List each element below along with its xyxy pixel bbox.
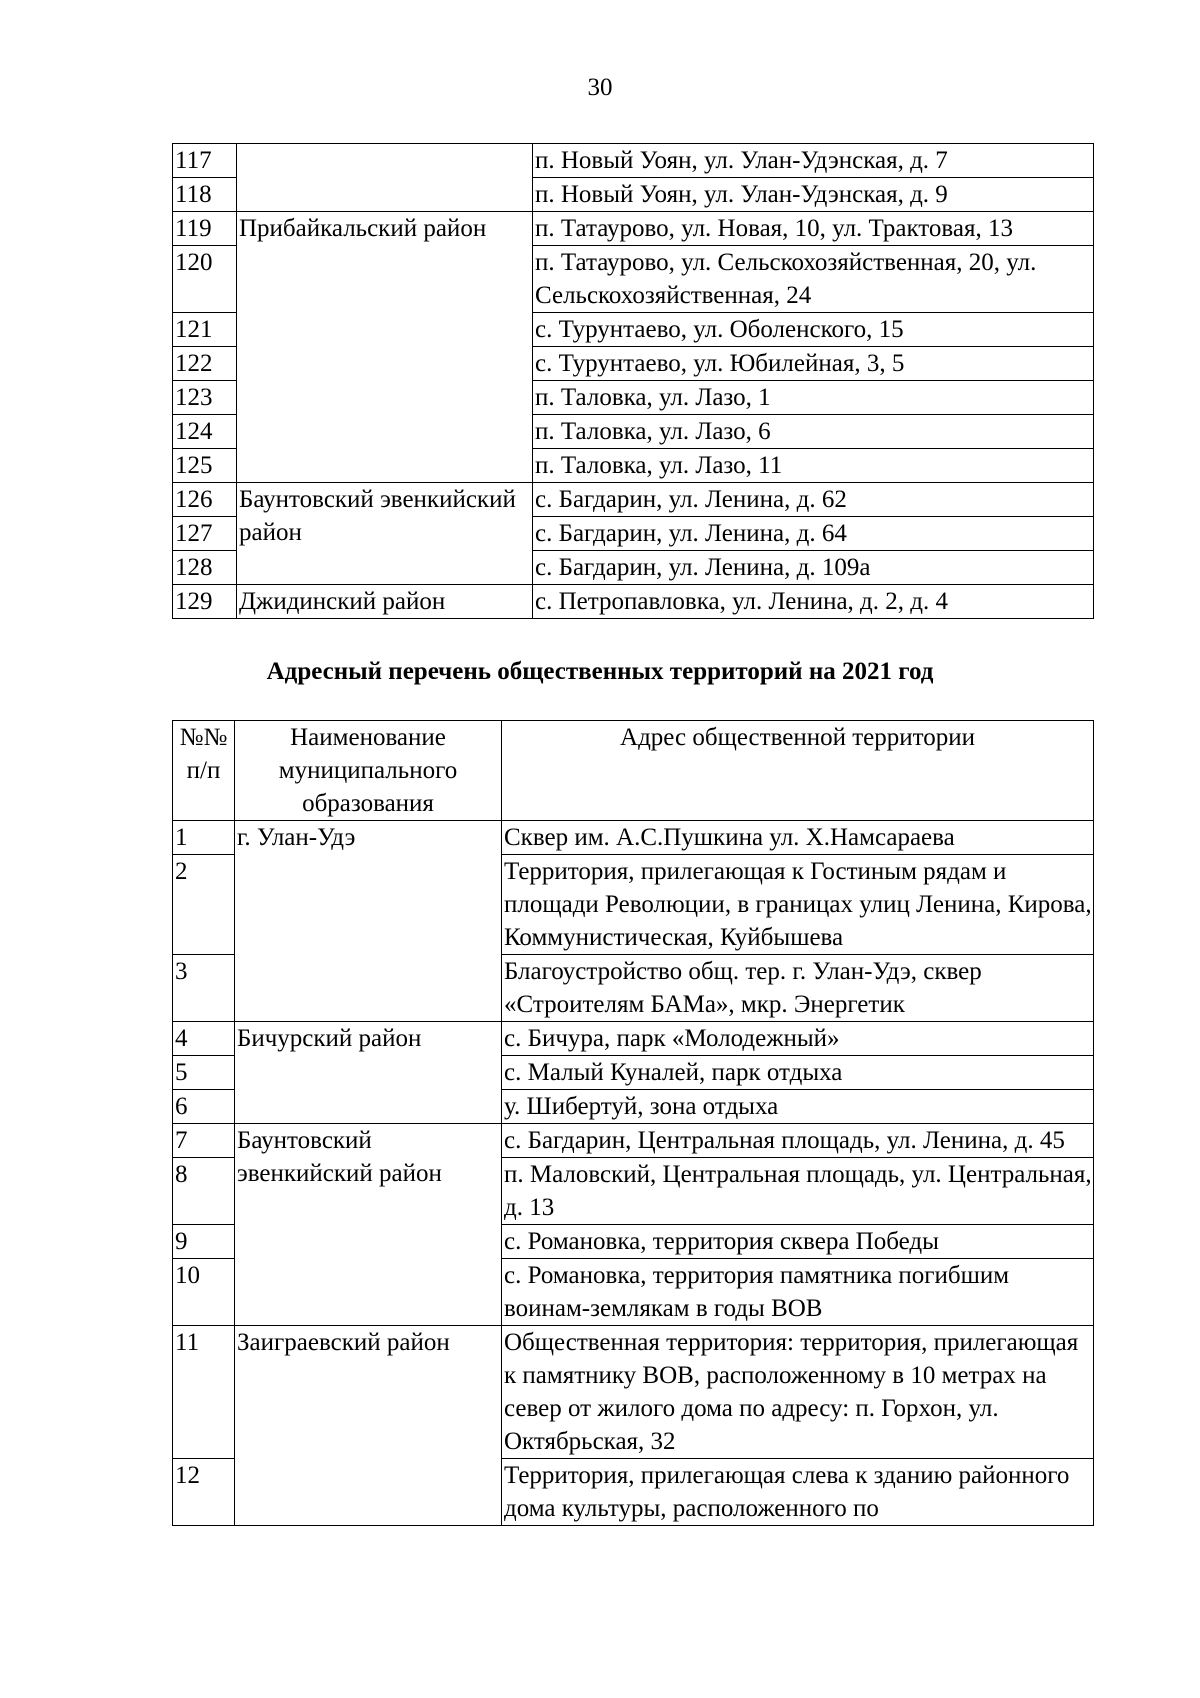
address-cell: с. Турунтаево, ул. Оболенского, 15 — [533, 313, 1094, 347]
row-number: 5 — [173, 1056, 235, 1090]
section-title: Адресный перечень общественных территорий на 2021 год — [266, 658, 934, 685]
municipality-cell: Бичурский район — [235, 1022, 502, 1124]
address-cell: п. Таловка, ул. Лазо, 1 — [533, 381, 1094, 415]
address-cell: Общественная территория: территория, прилегающая к памятнику ВОВ, расположенному в 10 метрах на север от жилого дома по адресу: п. Горхон, ул. Октябрьская, 32 — [502, 1326, 1094, 1459]
row-number: 117 — [173, 144, 237, 178]
table-row — [173, 1022, 1094, 1056]
municipality-cell: Баунтовский эвенкийский район — [235, 1124, 502, 1326]
address-cell: с. Турунтаево, ул. Юбилейная, 3, 5 — [533, 347, 1094, 381]
row-number: 122 — [173, 347, 237, 381]
row-number: 1 — [173, 821, 235, 855]
municipality-cell: Заиграевский район — [235, 1326, 502, 1526]
table-2021-public-territories — [172, 720, 1094, 1526]
address-cell: п. Новый Уоян, ул. Улан-Удэнская, д. 7 — [533, 144, 1094, 178]
row-number: 118 — [173, 178, 237, 212]
row-number: 2 — [173, 855, 235, 955]
address-cell: Территория, прилегающая к Гостиным рядам и площади Революции, в границах улиц Ленина, Кирова, Коммунистическая, Куйбышева — [502, 855, 1094, 955]
address-cell: у. Шибертуй, зона отдыха — [502, 1090, 1094, 1124]
address-cell: с. Багдарин, ул. Ленина, д. 62 — [533, 483, 1094, 517]
table-row — [173, 212, 1094, 246]
row-number: 121 — [173, 313, 237, 347]
row-number: 4 — [173, 1022, 235, 1056]
municipality-cell: Баунтовский эвенкийский район — [237, 483, 533, 585]
municipality-cell: г. Улан-Удэ — [235, 821, 502, 1022]
row-number: 126 — [173, 483, 237, 517]
address-cell: с. Романовка, территория сквера Победы — [502, 1225, 1094, 1259]
row-number: 119 — [173, 212, 237, 246]
municipality-cell: Прибайкальский район — [237, 212, 533, 483]
row-number: 7 — [173, 1124, 235, 1158]
municipality-cell: Джидинский район — [237, 585, 533, 619]
row-number: 127 — [173, 517, 237, 551]
row-number: 120 — [173, 246, 237, 313]
header-num: №№ п/п — [173, 721, 235, 821]
table-row — [173, 483, 1094, 517]
row-number: 123 — [173, 381, 237, 415]
row-number: 125 — [173, 449, 237, 483]
address-cell: с. Бичура, парк «Молодежный» — [502, 1022, 1094, 1056]
row-number: 128 — [173, 551, 237, 585]
row-number: 11 — [173, 1326, 235, 1459]
table2-header-row — [173, 721, 1094, 821]
row-number: 9 — [173, 1225, 235, 1259]
table-row — [173, 1326, 1094, 1459]
address-cell: п. Татаурово, ул. Сельскохозяйственная, 20, ул. Сельскохозяйственная, 24 — [533, 246, 1094, 313]
row-number: 10 — [173, 1259, 235, 1326]
address-cell: п. Таловка, ул. Лазо, 11 — [533, 449, 1094, 483]
row-number: 129 — [173, 585, 237, 619]
table-row — [173, 585, 1094, 619]
row-number: 12 — [173, 1459, 235, 1526]
row-number: 8 — [173, 1158, 235, 1225]
address-cell: с. Багдарин, ул. Ленина, д. 109а — [533, 551, 1094, 585]
address-cell: п. Новый Уоян, ул. Улан-Удэнская, д. 9 — [533, 178, 1094, 212]
row-number: 124 — [173, 415, 237, 449]
table-row — [173, 1124, 1094, 1158]
address-cell: с. Петропавловка, ул. Ленина, д. 2, д. 4 — [533, 585, 1094, 619]
table2-body — [173, 821, 1094, 1526]
table-row — [173, 821, 1094, 855]
address-cell: Территория, прилегающая слева к зданию районного дома культуры, расположенного по — [502, 1459, 1094, 1526]
header-address: Адрес общественной территории — [502, 721, 1094, 821]
municipality-cell — [237, 144, 533, 212]
table1-body — [173, 144, 1094, 619]
address-cell: с. Малый Куналей, парк отдыха — [502, 1056, 1094, 1090]
page-number: 30 — [587, 74, 613, 101]
address-cell: п. Таловка, ул. Лазо, 6 — [533, 415, 1094, 449]
table-2020-addresses — [172, 143, 1094, 619]
address-cell: с. Багдарин, ул. Ленина, д. 64 — [533, 517, 1094, 551]
address-cell: п. Маловский, Центральная площадь, ул. Центральная, д. 13 — [502, 1158, 1094, 1225]
table-row — [173, 144, 1094, 178]
address-cell: Благоустройство общ. тер. г. Улан-Удэ, сквер «Строителям БАМа», мкр. Энергетик — [502, 955, 1094, 1022]
address-cell: с. Романовка, территория памятника погибшим воинам-землякам в годы ВОВ — [502, 1259, 1094, 1326]
header-municipality: Наименование муниципального образования — [235, 721, 502, 821]
address-cell: с. Багдарин, Центральная площадь, ул. Ленина, д. 45 — [502, 1124, 1094, 1158]
row-number: 6 — [173, 1090, 235, 1124]
address-cell: п. Татаурово, ул. Новая, 10, ул. Трактовая, 13 — [533, 212, 1094, 246]
address-cell: Сквер им. А.С.Пушкина ул. Х.Намсараева — [502, 821, 1094, 855]
row-number: 3 — [173, 955, 235, 1022]
